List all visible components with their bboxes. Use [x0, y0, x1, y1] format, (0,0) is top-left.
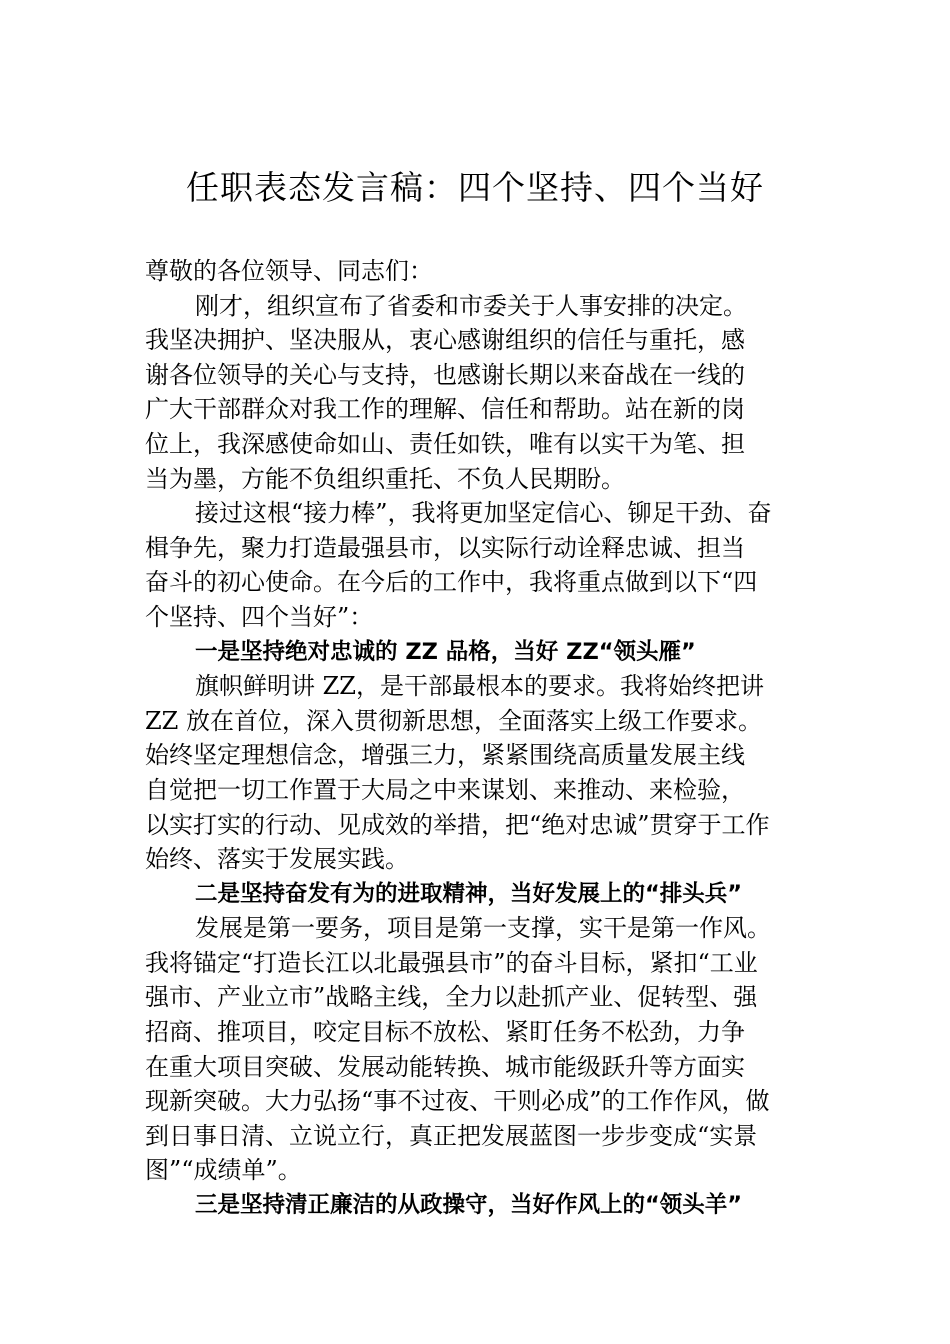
section-heading: 三是坚持清正廉洁的从政操守，当好作风上的“领头羊” — [195, 1192, 743, 1219]
text-line: 在重大项目突破、发展动能转换、城市能级跃升等方面实 — [145, 1052, 745, 1081]
text-line: 我将锚定“打造长江以北最强县市”的奋斗目标，紧扣“工业 — [145, 948, 758, 977]
text-line: 现新突破。大力弘扬“事不过夜、干则必成”的工作作风，做 — [145, 1087, 770, 1116]
document-body — [145, 254, 813, 1223]
text-line: 图”“成绩单”。 — [145, 1156, 302, 1185]
text-line: 始终坚定理想信念，增强三力，紧紧围绕高质量发展主线 — [145, 741, 745, 770]
text-line: 招商、推项目，咬定目标不放松、紧盯任务不松劲，力争 — [145, 1018, 745, 1047]
text-line: 自觉把一切工作置于大局之中来谋划、来推动、来检验， — [145, 775, 745, 804]
text-line: 当为墨，方能不负组织重托、不负人民期盼。 — [145, 464, 625, 493]
text-line: 始终、落实于发展实践。 — [145, 845, 409, 874]
text-line: 旗帜鲜明讲 ZZ，是干部最根本的要求。我将始终把讲 — [195, 672, 764, 701]
text-line: 到日事日清、立说立行，真正把发展蓝图一步步变成“实景 — [145, 1121, 758, 1150]
text-line: 发展是第一要务，项目是第一支撑，实干是第一作风。 — [195, 914, 771, 943]
text-line: ZZ 放在首位，深入贯彻新思想，全面落实上级工作要求。 — [145, 706, 762, 735]
text-line: 接过这根“接力棒”，我将更加坚定信心、铆足干劲、奋 — [195, 499, 772, 528]
text-line: 个坚持、四个当好”： — [145, 602, 374, 631]
text-line: 奋斗的初心使命。在今后的工作中，我将重点做到以下“四 — [145, 568, 758, 597]
salutation: 尊敬的各位领导、同志们： — [145, 257, 433, 285]
text-line: 位上，我深感使命如山、责任如铁，唯有以实干为笔、担 — [145, 429, 745, 458]
text-line: 楫争先，聚力打造最强县市，以实际行动诠释忠诚、担当 — [145, 533, 745, 562]
text-line: 广大干部群众对我工作的理解、信任和帮助。站在新的岗 — [145, 395, 745, 424]
text-line: 强市、产业立市”战略主线，全力以赴抓产业、促转型、强 — [145, 983, 758, 1012]
text-line: 刚才，组织宣布了省委和市委关于人事安排的决定。 — [195, 291, 747, 320]
section-heading: 二是坚持奋发有为的进取精神，当好发展上的“排头兵” — [195, 880, 743, 907]
paragraph-lines — [145, 289, 813, 1223]
text-line: 我坚决拥护、坚决服从，衷心感谢组织的信任与重托，感 — [145, 326, 745, 355]
text-line: 谢各位领导的关心与支持，也感谢长期以来奋战在一线的 — [145, 360, 745, 389]
text-line: 以实打实的行动、见成效的举措，把“绝对忠诚”贯穿于工作 — [145, 810, 770, 839]
section-heading: 一是坚持绝对忠诚的 ZZ 品格，当好 ZZ“领头雁” — [195, 638, 696, 665]
document-title: 任职表态发言稿：四个坚持、四个当好 — [186, 168, 764, 207]
